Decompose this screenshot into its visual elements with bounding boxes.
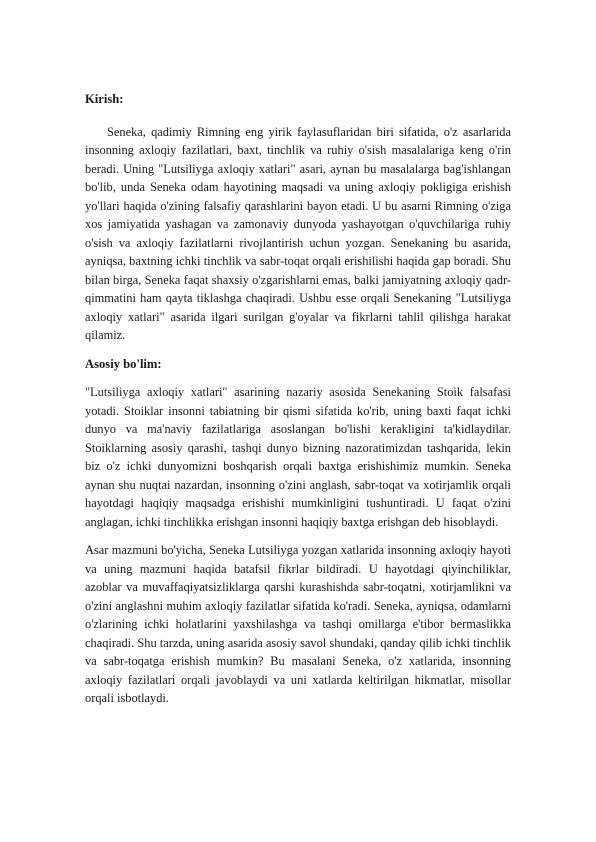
- document-page: [85, 90, 511, 718]
- intro-paragraph: Seneka, qadimiy Rimning eng yirik faylasuflaridan biri sifatida, o'z asarlarida insonning axloqiy fazilatlari, baxt, tinchlik va ruhiy o'sish masalalariga keng o'rin beradi. Uning "Lutsiliyga axloqiy xatlari" asari, aynan bu masalalarga bag'ishlangan bo'lib, unda Seneka odam hayotining maqsadi va uning axloqiy pokligiga erishish yo'llari haqida o'zining falsafiy qarashlarini bayon etadi. U bu asarni Rimning o'ziga xos jamiyatida yashagan va zamonaviy dunyoda yashayotgan o'quvchilariga ruhiy o'sish va axloqiy fazilatlarni rivojlantirish uchun yozgan. Senekaning bu asarida, ayniqsa, baxtning ichki tinchlik va sabr-toqat orqali erishilishi haqida gap boradi. Shu bilan birga, Seneka faqat shaxsiy o'zgarishlarni emas, balki jamiyatning axloqiy qadr-qimmatini ham qayta tiklashga chaqiradi. Ushbu esse orqali Senekaning "Lutsiliyga axloqiy xatlari" asarida ilgari surilgan g'oyalar va fikrlarni tahlil qilishga harakat qilamiz.: [85, 124, 511, 342]
- main-paragraph-2: Asar mazmuni bo'yicha, Seneka Lutsiliyga yozgan xatlarida insonning axloqiy hayoti va uning mazmuni haqida batafsil fikrlar bildiradi. U hayotdagi qiyinchiliklar, azoblar va muvaffaqiyatsizliklarga qarshi kurashishda sabr-toqatni, xotirjamlikni va o'zini anglashni muhim axloqiy fazilatlar sifatida ko'radi. Seneka, ayniqsa, odamlarni o'zlarining ichki holatlarini yaxshilashga va tashqi omillarga e'tibor bermaslikka chaqiradi. Shu tarzda, uning asarida asosiy savol shundaki, qanday qilib ichki tinchlik va sabr-toqatga erishish mumkin? Bu masalani Seneka, o'z xatlarida, insonning axloqiy fazilatlari orqali javoblaydi va uni xatlarda keltirilgan hikmatlar, misollar orqali isbotlaydi.: [85, 543, 511, 705]
- intro-heading: Kirish:: [85, 92, 124, 106]
- main-paragraph-1: "Lutsiliyga axloqiy xatlari" asarining nazariy asosida Senekaning Stoik falsafasi yotadi. Stoiklar insonni tabiatning bir qismi sifatida ko'rib, uning baxti faqat ichki dunyo va ma'naviy fazilatlariga asoslangan bo'lishi kerakligini ta'kidlaydilar. Stoiklarning asosiy qarashi, tashqi dunyo bizning nazoratimizdan tashqarida, lekin biz o'z ichki dunyomizni boshqarish orqali baxtga erishishimiz mumkin. Seneka aynan shu nuqtai nazardan, insonning o'zini anglash, sabr-toqat va xotirjamlik orqali hayotdagi haqiqiy maqsadga erishishi mumkinligini tushuntiradi. U faqat o'zini anglagan, ichki tinchlikka erishgan insonni haqiqiy baxtga erishgan deb hisoblaydi.: [85, 385, 511, 529]
- main-section-heading: Asosiy bo'lim:: [85, 356, 162, 371]
